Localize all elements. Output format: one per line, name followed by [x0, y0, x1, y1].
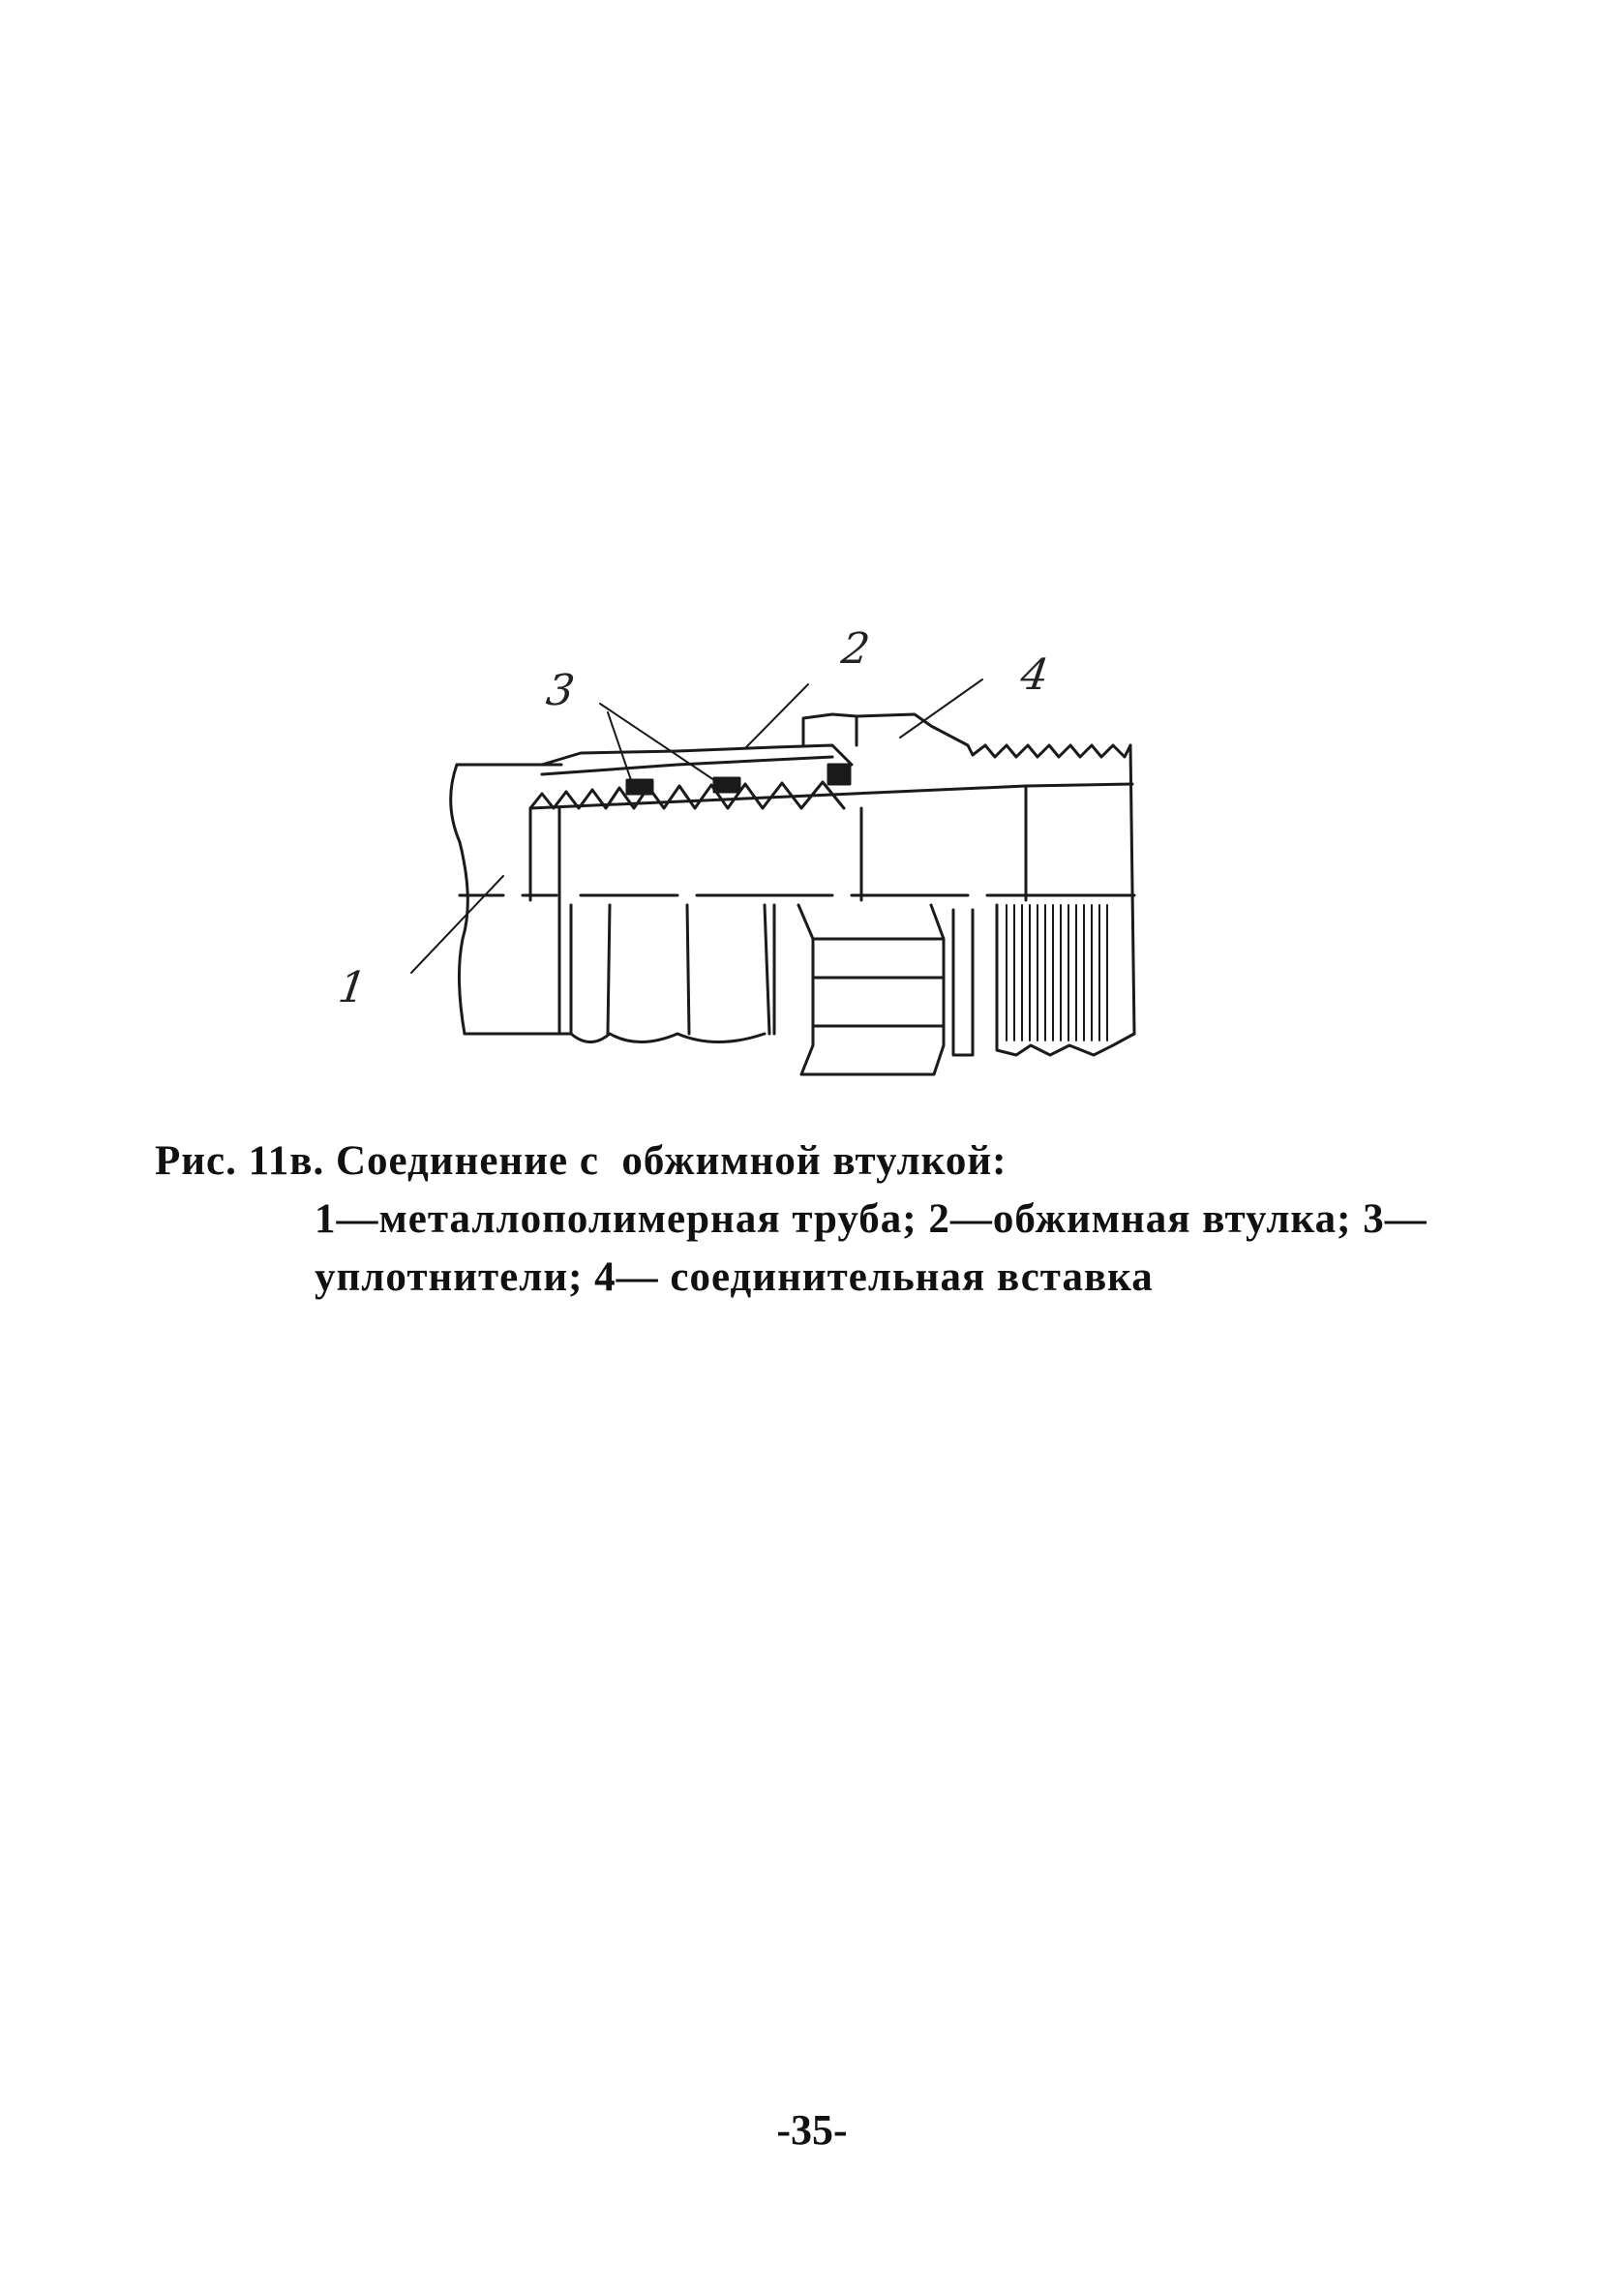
hex-nut: [798, 905, 944, 1074]
seal-1: [627, 780, 652, 794]
page-number: -35-: [776, 2106, 848, 2154]
callout-3: 3: [543, 666, 578, 715]
seal-2: [714, 778, 739, 792]
compression-fitting-drawing: [0, 0, 1624, 1123]
crimp-sleeve: [542, 745, 852, 765]
caption-title: Рис. 11в. Соединение с обжимной втулкой:: [155, 1138, 1007, 1184]
pipe-outline: [451, 765, 468, 1034]
caption-body: 1—металлополимерная труба; 2—обжимная втулка; 3—уплотнители; 4— соединительная вставка: [315, 1196, 1428, 1300]
insert-thread: [973, 745, 1130, 757]
callout-4: 4: [1017, 650, 1052, 700]
figure: [0, 0, 1624, 1123]
leader-1: [411, 876, 503, 973]
leader-2: [745, 684, 808, 748]
callout-1: 1: [335, 963, 370, 1012]
connector-insert: [803, 714, 973, 755]
seal-3: [828, 765, 850, 784]
figure-caption: [155, 1132, 1529, 1307]
callout-2: 2: [838, 624, 873, 674]
leader-4: [900, 679, 982, 738]
